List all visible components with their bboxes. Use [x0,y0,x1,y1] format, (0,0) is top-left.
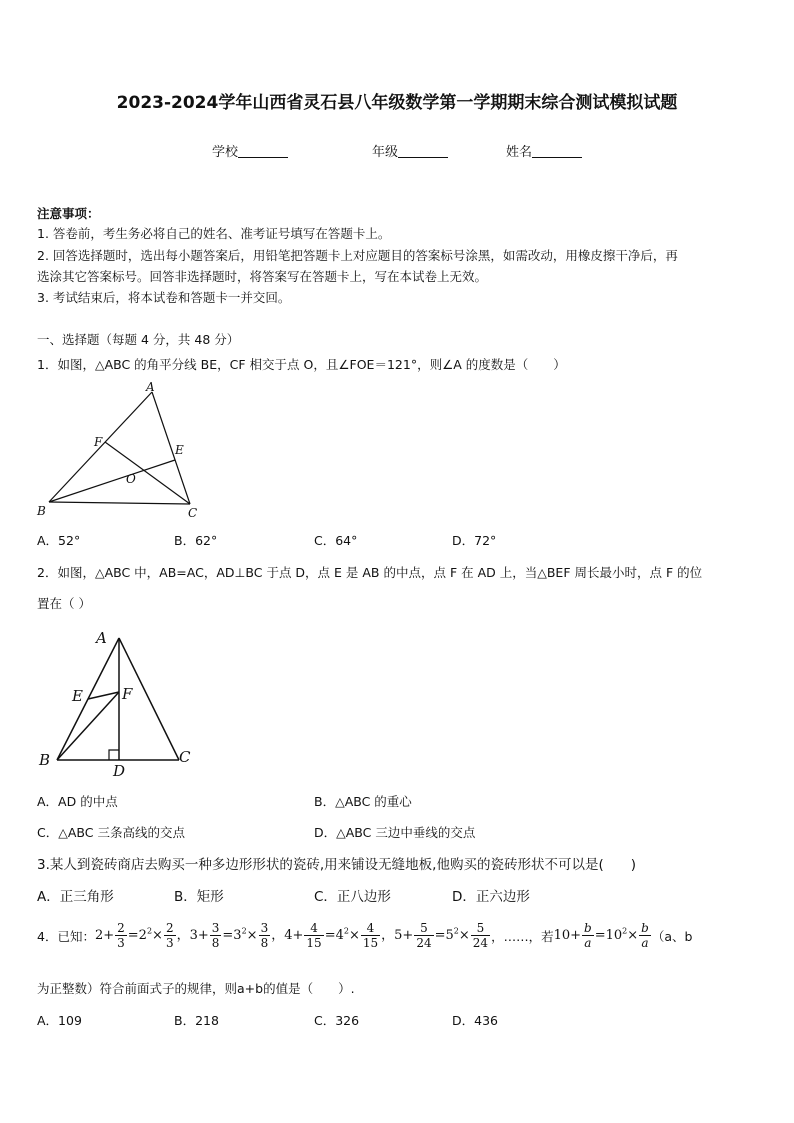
label-f: F [122,685,133,703]
question-1-figure [30,380,210,522]
q1-option-a: A．52° [37,533,81,548]
notice-item: 3. 考试结束后，将本试卷和答题卡一并交回。 [37,290,291,305]
name-blank [532,145,582,158]
label-f: F [94,435,103,449]
notice-item: 1. 答卷前，考生务必将自己的姓名、准考证号填写在答题卡上。 [37,226,391,241]
q2-option-b: B．△ABC 的重心 [314,794,412,809]
label-c: C [188,506,198,520]
question-2-text: 2．如图，△ABC 中，AB=AC，AD⊥BC 于点 D，点 E 是 AB 的中点，点 F 在 AD 上，当△BEF 周长最小时，点 F 的位 [37,565,703,580]
question-4-text-cont: 为正整数）符合前面式子的规律，则a+b的值是（ ）. [37,981,355,996]
school-label: 学校 [212,145,239,160]
name-label: 姓名 [506,145,533,160]
notice-heading: 注意事项： [37,206,100,221]
q3-option-a: A．正三角形 [37,889,114,905]
right-angle-mark [109,750,119,760]
equation-4: 5+ $\frac{5}{24}$ $=5^2\times$ $\frac{5}{24}$ [394,921,489,950]
school-blank [238,145,288,158]
q3-option-c: C．正八边形 [314,889,391,905]
label-b: B [37,504,46,518]
side-ac [152,392,190,504]
q1-option-c: C．64° [314,533,358,548]
q2-option-a: A．AD 的中点 [37,794,118,809]
q3-option-d: D．正六边形 [452,889,530,905]
equation-2: 3+ $\frac{3}{8}$ $=3^2\times$ $\frac{3}{8}$ ， [189,921,285,950]
question-4-formula-line [37,921,692,950]
grade-label: 年级 [372,145,399,160]
equation-3: 4+ $\frac{4}{15}$ $=4^2\times$ $\frac{4}{15}$ ， [284,921,395,950]
q2-option-c: C．△ABC 三条高线的交点 [37,825,185,840]
question-1-text: 1．如图，△ABC 的角平分线 BE，CF 相交于点 O，且∠FOE＝121°，则∠A 的度数是（ ） [37,357,566,372]
equation-1: 2+ $\frac{2}{3}$ $=2^2\times$ $\frac{2}{3}$ ， [94,921,190,950]
side-bc [49,502,190,504]
q4-option-c: C．326 [314,1013,360,1028]
grade-field [372,141,448,160]
label-a: A [96,629,107,647]
notice-item: 2. 回答选择题时，选出每小题答案后，用铅笔把答题卡上对应题目的答案标号涂黑，如需改动，用橡皮擦干净后，再 [37,248,678,263]
label-a: A [146,380,155,394]
grade-blank [398,145,448,158]
question-2-figure [34,624,204,778]
q1-option-d: D．72° [452,533,497,548]
label-e: E [175,443,184,457]
q2-option-d: D．△ABC 三边中垂线的交点 [314,825,476,840]
section-heading: 一、选择题（每题 4 分，共 48 分） [37,332,240,347]
q1-option-b: B．62° [174,533,218,548]
label-d: D [113,762,126,778]
q4-option-b: B．218 [174,1013,219,1028]
question-3-text: 3.某人到瓷砖商店去购买一种多边形形状的瓷砖,用来铺设无缝地板,他购买的瓷砖形状不可以是( ) [37,857,636,873]
question-4-end: （a、b [651,928,693,944]
q4-option-d: D．436 [452,1013,498,1028]
q3-option-b: B．矩形 [174,889,224,905]
question-4-tail: ，……，若 [491,928,554,944]
equation-general: 10+ $\frac{b}{a}$ $=10^2\times$ $\frac{b}{a}$ [553,921,649,950]
label-e: E [72,687,83,705]
question-4-prefix: 4．已知： [37,928,95,944]
school-field [212,141,288,160]
label-o: O [126,472,136,486]
q4-option-a: A．109 [37,1013,82,1028]
label-b: B [39,751,51,769]
label-c: C [179,748,191,766]
question-2-text-cont: 置在（ ） [37,596,91,611]
notice-item: 选涂其它答案标号。回答非选择题时，将答案写在答题卡上，写在本试卷上无效。 [37,269,488,284]
name-field [506,141,582,160]
page-title: 2023-2024学年山西省灵石县八年级数学第一学期期末综合测试模拟试题 [116,93,678,113]
